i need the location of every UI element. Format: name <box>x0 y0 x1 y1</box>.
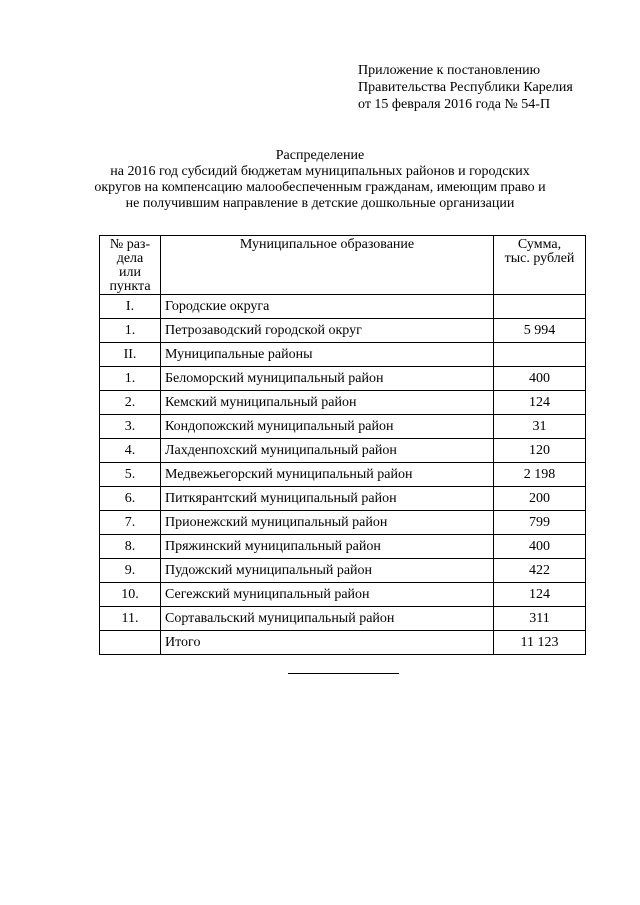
closing-divider <box>288 673 399 674</box>
row-number: 9. <box>100 559 161 583</box>
row-name: Городские округа <box>161 295 494 319</box>
row-number <box>100 631 161 655</box>
subtitle-line: округов на компенсацию малообеспеченным гражданам, имеющим право и <box>94 180 546 195</box>
row-number: 1. <box>100 319 161 343</box>
row-number: 3. <box>100 415 161 439</box>
row-number: 10. <box>100 583 161 607</box>
header-number-line: или <box>119 265 141 280</box>
row-sum <box>494 343 586 367</box>
subtitle-line: на 2016 год субсидий бюджетам муниципальных районов и городских <box>110 164 530 179</box>
row-name: Беломорский муниципальный район <box>161 367 494 391</box>
row-name: Питкярантский муниципальный район <box>161 487 494 511</box>
row-number: II. <box>100 343 161 367</box>
row-sum: 124 <box>494 391 586 415</box>
table-row <box>100 343 586 367</box>
row-sum: 120 <box>494 439 586 463</box>
document-subtitle <box>0 164 640 212</box>
table-row <box>100 295 586 319</box>
row-number: 2. <box>100 391 161 415</box>
header-sum-line: Сумма, <box>517 237 562 252</box>
table-row <box>100 559 586 583</box>
appendix-line: Приложение к постановлению <box>358 63 541 78</box>
header-number-line: пункта <box>109 279 151 294</box>
row-name: Прионежский муниципальный район <box>161 511 494 535</box>
row-name: Петрозаводский городской округ <box>161 319 494 343</box>
table-header-row <box>100 236 586 295</box>
row-name: Кемский муниципальный район <box>161 391 494 415</box>
row-number: 7. <box>100 511 161 535</box>
row-number: 6. <box>100 487 161 511</box>
header-number-line: № раз- <box>109 237 151 252</box>
row-number: 8. <box>100 535 161 559</box>
row-sum: 2 198 <box>494 463 586 487</box>
document-heading <box>0 148 640 212</box>
table-row <box>100 367 586 391</box>
subtitle-line: не получившим направление в детские дошкольные организации <box>125 196 515 211</box>
row-sum: 11 123 <box>494 631 586 655</box>
row-number: 4. <box>100 439 161 463</box>
row-number: 11. <box>100 607 161 631</box>
row-name: Кондопожский муниципальный район <box>161 415 494 439</box>
table-row <box>100 511 586 535</box>
table-row <box>100 607 586 631</box>
document-title: Распределение <box>275 148 365 163</box>
row-sum: 200 <box>494 487 586 511</box>
row-sum: 400 <box>494 367 586 391</box>
table-row <box>100 583 586 607</box>
row-sum: 422 <box>494 559 586 583</box>
row-name: Сортавальский муниципальный район <box>161 607 494 631</box>
header-sum-line: тыс. рублей <box>504 251 575 266</box>
appendix-block <box>358 62 573 113</box>
row-sum: 400 <box>494 535 586 559</box>
row-name: Муниципальные районы <box>161 343 494 367</box>
row-sum: 311 <box>494 607 586 631</box>
table-row <box>100 487 586 511</box>
row-sum: 124 <box>494 583 586 607</box>
header-number-line: дела <box>116 251 144 266</box>
header-sum <box>494 236 586 295</box>
row-name: Итого <box>161 631 494 655</box>
row-number: 5. <box>100 463 161 487</box>
row-sum: 5 994 <box>494 319 586 343</box>
row-name: Сегежский муниципальный район <box>161 583 494 607</box>
row-name: Пряжинский муниципальный район <box>161 535 494 559</box>
table-row <box>100 439 586 463</box>
row-number: I. <box>100 295 161 319</box>
table-total-row <box>100 631 586 655</box>
header-number <box>100 236 161 295</box>
row-name: Медвежьегорский муниципальный район <box>161 463 494 487</box>
row-name: Пудожский муниципальный район <box>161 559 494 583</box>
table-row <box>100 319 586 343</box>
appendix-line: Правительства Республики Карелия <box>358 80 573 95</box>
row-number: 1. <box>100 367 161 391</box>
row-sum: 31 <box>494 415 586 439</box>
row-name: Лахденпохский муниципальный район <box>161 439 494 463</box>
table-row <box>100 415 586 439</box>
table-row <box>100 391 586 415</box>
table-row <box>100 463 586 487</box>
distribution-table <box>99 235 586 655</box>
appendix-line: от 15 февраля 2016 года № 54-П <box>358 97 551 112</box>
row-sum <box>494 295 586 319</box>
row-sum: 799 <box>494 511 586 535</box>
header-name: Муниципальное образование <box>161 236 494 295</box>
table-row <box>100 535 586 559</box>
